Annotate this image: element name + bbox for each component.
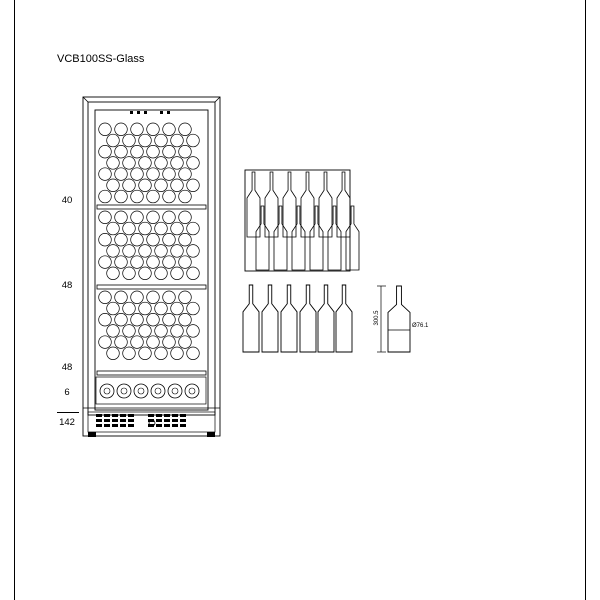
vent-slot	[104, 424, 110, 427]
bottle-end	[99, 233, 112, 246]
vent-slot	[112, 424, 118, 427]
bottle-end	[187, 134, 200, 147]
bottle-end	[187, 157, 200, 170]
bottle-end	[107, 134, 120, 147]
bottle-end	[123, 245, 136, 258]
bottle-end	[123, 267, 136, 280]
vent-slot	[104, 414, 110, 417]
bottle-end	[171, 302, 184, 315]
bottle-end	[123, 347, 136, 360]
bottle-end	[123, 157, 136, 170]
bottle-end	[107, 302, 120, 315]
bottle-end	[179, 145, 192, 158]
bottle-end	[187, 245, 200, 258]
vent-slot	[128, 419, 134, 422]
bottle-end	[163, 168, 176, 181]
bottle-end	[171, 157, 184, 170]
bottle-end	[179, 336, 192, 349]
drawer-bottle-neck	[104, 388, 110, 394]
vent-slot	[104, 419, 110, 422]
vent-slot	[172, 419, 178, 422]
bottle-end	[107, 267, 120, 280]
bottle-end	[131, 211, 144, 224]
bottle-end	[147, 145, 160, 158]
dimension-label-lower-zone: 48	[61, 362, 73, 373]
bottle-end	[139, 134, 152, 147]
foot	[207, 432, 215, 437]
bottle-end	[115, 211, 128, 224]
bottle-end	[99, 313, 112, 326]
shelf	[97, 371, 206, 375]
bottle-end	[115, 336, 128, 349]
vent-slot	[120, 419, 126, 422]
bottle-end	[131, 145, 144, 158]
bottle-end	[171, 245, 184, 258]
shelf	[97, 285, 206, 289]
bottle-end	[123, 179, 136, 192]
bottle-end	[155, 267, 168, 280]
bottle-end	[99, 190, 112, 203]
vent-slot	[112, 414, 118, 417]
bottle-end	[139, 302, 152, 315]
vent-slot	[180, 419, 186, 422]
vent-slot	[148, 414, 154, 417]
bottle-end	[115, 291, 128, 304]
bottle-end	[131, 336, 144, 349]
stacked-bottle-upper	[337, 172, 350, 237]
bottle-end	[179, 168, 192, 181]
vent-slot	[156, 414, 162, 417]
bottle-end	[115, 233, 128, 246]
stacked-bottle-upper	[265, 172, 278, 237]
bottle-end	[139, 179, 152, 192]
bottle-end	[139, 347, 152, 360]
bottle-end	[139, 245, 152, 258]
bottle-end	[115, 256, 128, 269]
door-frame	[88, 102, 215, 415]
bottle-end	[139, 222, 152, 235]
bottle-end	[99, 123, 112, 136]
vent-slot	[120, 424, 126, 427]
bottle-end	[147, 256, 160, 269]
frame-corner	[83, 97, 88, 102]
shelf	[97, 205, 206, 209]
drawer-bottle	[134, 384, 148, 398]
bottle-end	[115, 168, 128, 181]
bottle-end	[131, 256, 144, 269]
vent-slot	[96, 419, 102, 422]
bottle-end	[99, 256, 112, 269]
stacked-bottle-lower	[310, 206, 323, 270]
foot	[88, 432, 96, 437]
bottle-end	[131, 313, 144, 326]
drawer-bottle-neck	[121, 388, 127, 394]
frame-corner	[215, 97, 220, 102]
bottle-end	[107, 245, 120, 258]
stacked-bottle-upper	[283, 172, 296, 237]
bottle-end	[179, 123, 192, 136]
bottle-end	[147, 233, 160, 246]
bottle-end	[155, 134, 168, 147]
bottle-end	[131, 190, 144, 203]
bottle-end	[155, 179, 168, 192]
bottle-end	[163, 291, 176, 304]
stacked-bottle-lower	[292, 206, 305, 270]
bottle-end	[179, 291, 192, 304]
front-bottle	[318, 285, 334, 352]
bottle-end	[131, 291, 144, 304]
bottle-end	[179, 256, 192, 269]
stacked-bottle-upper	[301, 172, 314, 237]
bottle-end	[99, 145, 112, 158]
stacked-bottle-upper	[319, 172, 332, 237]
bottle-end	[107, 157, 120, 170]
bottle-end	[187, 179, 200, 192]
drawer-bottle-neck	[189, 388, 195, 394]
bottle-end	[147, 190, 160, 203]
bottle-end	[179, 211, 192, 224]
bottle-end	[99, 336, 112, 349]
bottle-end	[107, 222, 120, 235]
bottle-end	[147, 211, 160, 224]
bottle-end	[147, 313, 160, 326]
vent-slot	[156, 424, 162, 427]
front-bottle	[300, 285, 316, 352]
vent-slot	[128, 424, 134, 427]
bottle-end	[139, 267, 152, 280]
vent-slot	[120, 414, 126, 417]
bottle-end	[139, 325, 152, 338]
bottle-end	[139, 157, 152, 170]
bottle-end	[155, 302, 168, 315]
bottle-end	[163, 336, 176, 349]
control-button	[130, 111, 133, 114]
bottle-end	[155, 325, 168, 338]
bottle-end	[99, 291, 112, 304]
drawer-bottle	[151, 384, 165, 398]
bottle-end	[163, 123, 176, 136]
bottle-end	[107, 325, 120, 338]
bottle-end	[163, 256, 176, 269]
bottle-end	[179, 190, 192, 203]
front-bottle	[336, 285, 352, 352]
bottle-end	[115, 313, 128, 326]
bottle-end	[187, 267, 200, 280]
bottle-end	[171, 267, 184, 280]
bottle-end	[99, 168, 112, 181]
bottle-end	[187, 347, 200, 360]
bottle-end	[147, 291, 160, 304]
bottle-end	[155, 157, 168, 170]
bottle-end	[163, 190, 176, 203]
bottle-end	[171, 325, 184, 338]
drawer-bottle-neck	[138, 388, 144, 394]
bottle-end	[155, 222, 168, 235]
vent-slot	[112, 419, 118, 422]
vent-slot	[172, 414, 178, 417]
vent-slot	[164, 424, 170, 427]
bottle-end	[187, 222, 200, 235]
bottle-end	[147, 336, 160, 349]
drawer-bottle-neck	[172, 388, 178, 394]
bottle-end	[115, 145, 128, 158]
bottle-end	[147, 168, 160, 181]
dimension-label-middle-zone: 48	[61, 280, 73, 291]
vent-slot	[96, 414, 102, 417]
drawer-bottle-neck	[155, 388, 161, 394]
bottle-end	[163, 211, 176, 224]
bottle-end	[123, 302, 136, 315]
bottle-end	[179, 233, 192, 246]
bottle-end	[187, 302, 200, 315]
control-button	[167, 111, 170, 114]
control-button	[144, 111, 147, 114]
front-bottle	[262, 285, 278, 352]
bottle-end	[131, 123, 144, 136]
bottle-end	[163, 313, 176, 326]
bottle-end	[107, 347, 120, 360]
vent-slot	[156, 419, 162, 422]
vent-slot	[96, 424, 102, 427]
vent-slot	[180, 414, 186, 417]
control-button	[160, 111, 163, 114]
vent-slot	[128, 414, 134, 417]
bottle-end	[187, 325, 200, 338]
dimension-label-base: 142	[59, 417, 75, 428]
bottle-height-label: 300.5	[374, 310, 380, 326]
bottle-end	[123, 134, 136, 147]
bottle-diameter-label: Ø76.1	[412, 323, 429, 329]
vent-slot	[180, 424, 186, 427]
vent-slot	[164, 414, 170, 417]
bottle-end	[147, 123, 160, 136]
front-bottle	[243, 285, 259, 352]
vent-slot	[172, 424, 178, 427]
bottle-end	[171, 134, 184, 147]
bottle-end	[155, 347, 168, 360]
stacked-bottle-lower	[256, 206, 269, 270]
dimension-label-top-zone: 40	[61, 195, 73, 206]
front-bottle	[281, 285, 297, 352]
model-title: VCB100SS-Glass	[57, 53, 145, 65]
bottle-end	[99, 211, 112, 224]
control-button	[137, 111, 140, 114]
bottle-end	[115, 123, 128, 136]
bottle-end	[163, 233, 176, 246]
dimension-label-drawer: 6	[64, 387, 70, 398]
bottle-end	[131, 233, 144, 246]
stacked-bottle-lower	[346, 206, 359, 270]
bottle-end	[163, 145, 176, 158]
vent-slot	[164, 419, 170, 422]
stacked-bottle-lower	[328, 206, 341, 270]
bottle-end	[115, 190, 128, 203]
drawer-bottle	[117, 384, 131, 398]
bottle-end	[155, 245, 168, 258]
drawer-bottle	[100, 384, 114, 398]
bottle-end	[123, 325, 136, 338]
bottle-end	[123, 222, 136, 235]
bottle-end	[107, 179, 120, 192]
drawer-bottle	[168, 384, 182, 398]
bottle-end	[171, 222, 184, 235]
bottle-end	[171, 179, 184, 192]
bottle-end	[179, 313, 192, 326]
dimension-bottle	[388, 286, 410, 352]
bottle-end	[171, 347, 184, 360]
drawer-bottle	[185, 384, 199, 398]
stacked-bottle-upper	[247, 172, 260, 237]
stacked-bottle-lower	[274, 206, 287, 270]
bottle-end	[131, 168, 144, 181]
